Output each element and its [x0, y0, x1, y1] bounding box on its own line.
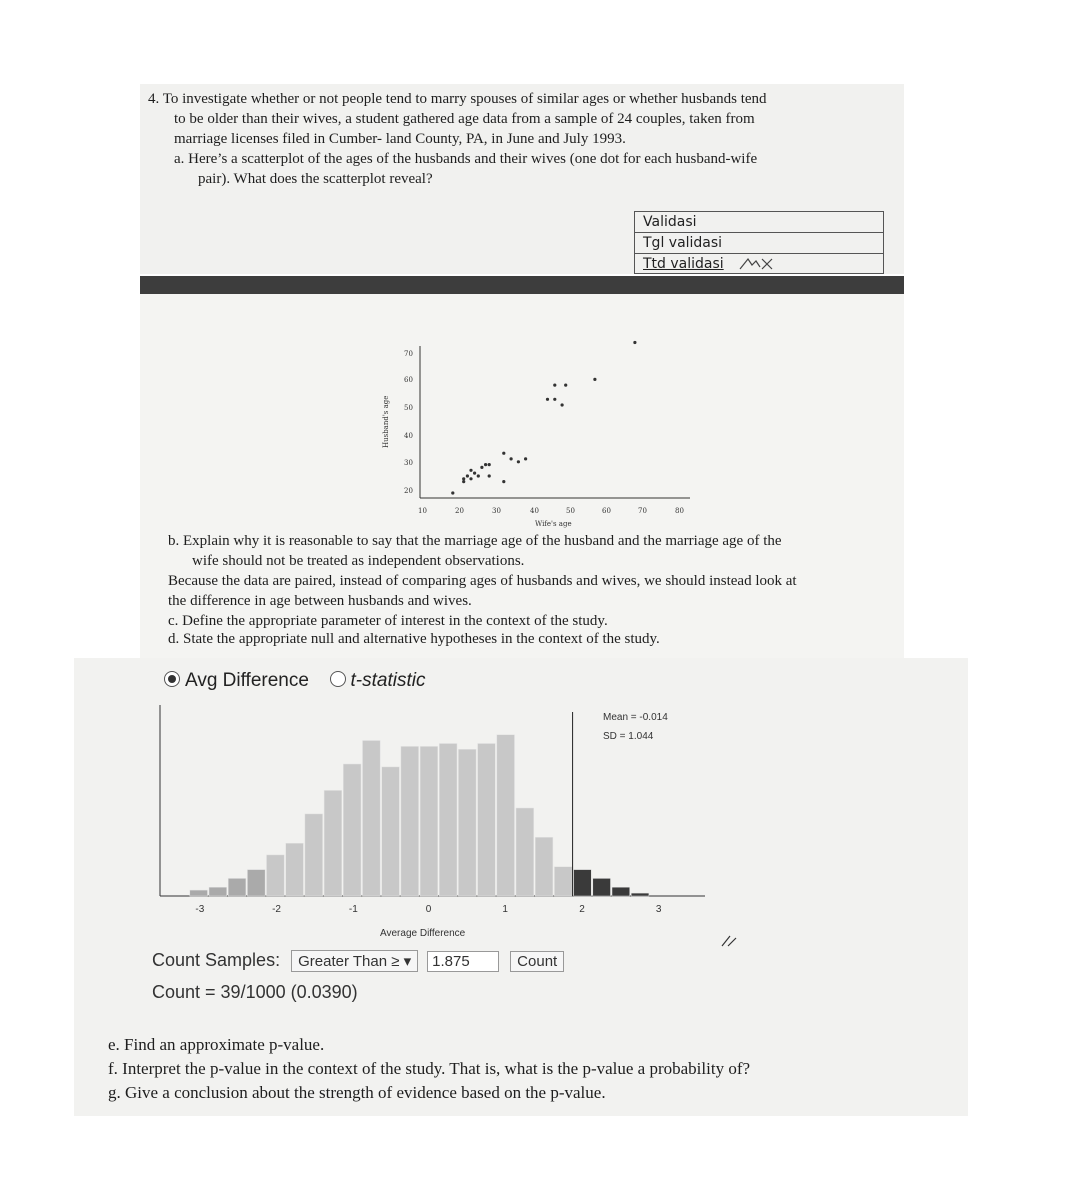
x-tick-70: 70 — [638, 507, 647, 515]
hist-bar-5 — [286, 843, 304, 896]
scatter-point-13 — [502, 452, 505, 455]
x-tick-60: 60 — [602, 507, 611, 515]
t-statistic-radio[interactable] — [330, 671, 346, 687]
hist-bar-12 — [420, 746, 438, 896]
hist-bar-15 — [478, 744, 496, 897]
avg-difference-radio[interactable] — [164, 671, 180, 687]
answer-b-line-1: Because the data are paired, instead of comparing ages of husbands and wives, we should instead look at — [168, 573, 797, 589]
hist-tick-5: 2 — [579, 904, 585, 915]
hist-bar-7 — [324, 790, 342, 896]
count-samples-label: Count Samples: — [152, 950, 281, 970]
x-tick-40: 40 — [530, 507, 539, 515]
scatter-point-4 — [469, 477, 472, 480]
scatter-point-1 — [462, 480, 465, 483]
question-4a-line-1: a. Here’s a scatterplot of the ages of the husbands and their wives (one dot for each husband-wife — [174, 151, 758, 167]
hist-bar-20 — [574, 870, 592, 896]
x-tick-20: 20 — [455, 507, 464, 515]
hist-bar-11 — [401, 746, 419, 896]
hist-bar-10 — [382, 767, 400, 896]
scatter-point-22 — [593, 378, 596, 381]
hist-tick-3: 0 — [425, 904, 432, 915]
question-4-line-2: to be older than their wives, a student gathered age data from a sample of 24 couples, taken from — [174, 111, 755, 127]
scatter-point-19 — [553, 384, 556, 387]
hist-tick-4: 1 — [502, 904, 508, 915]
comparison-select[interactable]: Greater Than ≥ ▾ — [291, 950, 418, 972]
scatter-point-15 — [517, 460, 520, 463]
scatter-ylabel: Husband's age — [382, 395, 390, 448]
count-result: Count = 39/1000 (0.0390) — [152, 982, 358, 1002]
scatter-point-7 — [477, 474, 480, 477]
x-tick-30: 30 — [492, 507, 501, 515]
question-e: e. Find an approximate p-value. — [108, 1035, 325, 1054]
y-tick-30: 30 — [404, 459, 413, 467]
cutoff-input[interactable]: 1.875 — [427, 951, 499, 972]
sd-label: SD = 1.044 — [603, 731, 654, 742]
x-tick-50: 50 — [566, 507, 575, 515]
scatter-xlabel: Wife's age — [535, 520, 572, 528]
question-f: f. Interpret the p-value in the context of the study. That is, what is the p-value a probability of? — [108, 1059, 751, 1078]
histogram — [150, 700, 730, 950]
hist-tick-0: -3 — [195, 904, 205, 915]
mean-label: Mean = -0.014 — [603, 712, 668, 723]
hist-tick-1: -2 — [272, 904, 282, 915]
scatter-point-14 — [510, 457, 513, 460]
part-d: d. State the appropriate null and alternative hypotheses in the context of the study. — [168, 631, 660, 647]
part-b-line-1: b. Explain why it is reasonable to say that the marriage age of the husband and the marriage age of the — [168, 533, 782, 549]
y-tick-50: 50 — [404, 404, 413, 412]
hist-tick-6: 3 — [655, 904, 662, 915]
scatter-point-23 — [633, 341, 636, 344]
scatter-point-16 — [524, 457, 527, 460]
hist-bar-3 — [247, 870, 265, 896]
validation-stamp — [634, 211, 884, 273]
scatter-point-11 — [488, 474, 491, 477]
hist-bar-22 — [612, 887, 630, 896]
hist-bar-2 — [228, 878, 246, 896]
signature-mark — [738, 255, 778, 271]
x-tick-10: 10 — [418, 507, 427, 515]
photo-divider — [140, 276, 904, 294]
question-4a-line-2: pair). What does the scatterplot reveal? — [198, 171, 433, 187]
y-tick-60: 60 — [404, 376, 413, 384]
scatter-point-3 — [466, 474, 469, 477]
hist-bar-1 — [209, 887, 227, 896]
t-statistic-label: t-statistic — [350, 670, 426, 691]
question-4-line-1: 4. To investigate whether or not people tend to marry spouses of similar ages or whether husbands tend — [148, 91, 767, 107]
scatter-point-18 — [553, 398, 556, 401]
scatter-point-21 — [564, 384, 567, 387]
hist-xlabel: Average Difference — [380, 928, 466, 939]
hist-bar-9 — [363, 741, 381, 897]
scatter-point-0 — [451, 491, 454, 494]
y-tick-40: 40 — [404, 432, 413, 440]
part-c: c. Define the appropriate parameter of interest in the context of the study. — [168, 613, 608, 629]
x-tick-80: 80 — [675, 507, 684, 515]
part-b-line-2: wife should not be treated as independent observations. — [192, 553, 525, 569]
hist-bar-0 — [190, 890, 208, 896]
hist-bar-18 — [535, 837, 553, 896]
statistic-radio-group — [164, 670, 425, 692]
tgl-validasi-row: Tgl validasi — [634, 232, 884, 253]
scatter-point-12 — [502, 480, 505, 483]
count-button[interactable]: Count — [510, 951, 564, 972]
scatter-point-2 — [462, 477, 465, 480]
pen-mark — [720, 934, 740, 948]
y-tick-20: 20 — [404, 487, 413, 495]
scatter-point-10 — [488, 463, 491, 466]
scatter-point-17 — [546, 398, 549, 401]
ttd-validasi-row: Ttd validasi — [634, 253, 884, 274]
hist-bar-21 — [593, 878, 611, 896]
hist-bar-23 — [631, 893, 649, 896]
scatter-point-9 — [484, 463, 487, 466]
validasi-row: Validasi — [634, 211, 884, 232]
question-4-line-3: marriage licenses filed in Cumber- land County, PA, in June and July 1993. — [174, 131, 626, 147]
hist-bar-13 — [439, 744, 457, 897]
question-g: g. Give a conclusion about the strength of evidence based on the p-value. — [108, 1083, 606, 1102]
y-tick-70: 70 — [404, 350, 413, 358]
hist-tick-2: -1 — [348, 904, 358, 915]
hist-bar-6 — [305, 814, 323, 896]
hist-bar-8 — [343, 764, 361, 896]
hist-bar-14 — [458, 749, 476, 896]
count-samples-row — [152, 950, 564, 972]
scatter-point-20 — [561, 403, 564, 406]
scatter-point-5 — [469, 469, 472, 472]
hist-bar-16 — [497, 735, 515, 896]
scatter-point-6 — [473, 472, 476, 475]
hist-bar-17 — [516, 808, 534, 896]
scatter-point-8 — [480, 466, 483, 469]
avg-difference-label: Avg Difference — [185, 670, 309, 691]
answer-b-line-2: the difference in age between husbands and wives. — [168, 593, 472, 609]
hist-bar-4 — [267, 855, 285, 896]
hist-bar-19 — [554, 867, 572, 896]
scatterplot — [380, 338, 700, 538]
